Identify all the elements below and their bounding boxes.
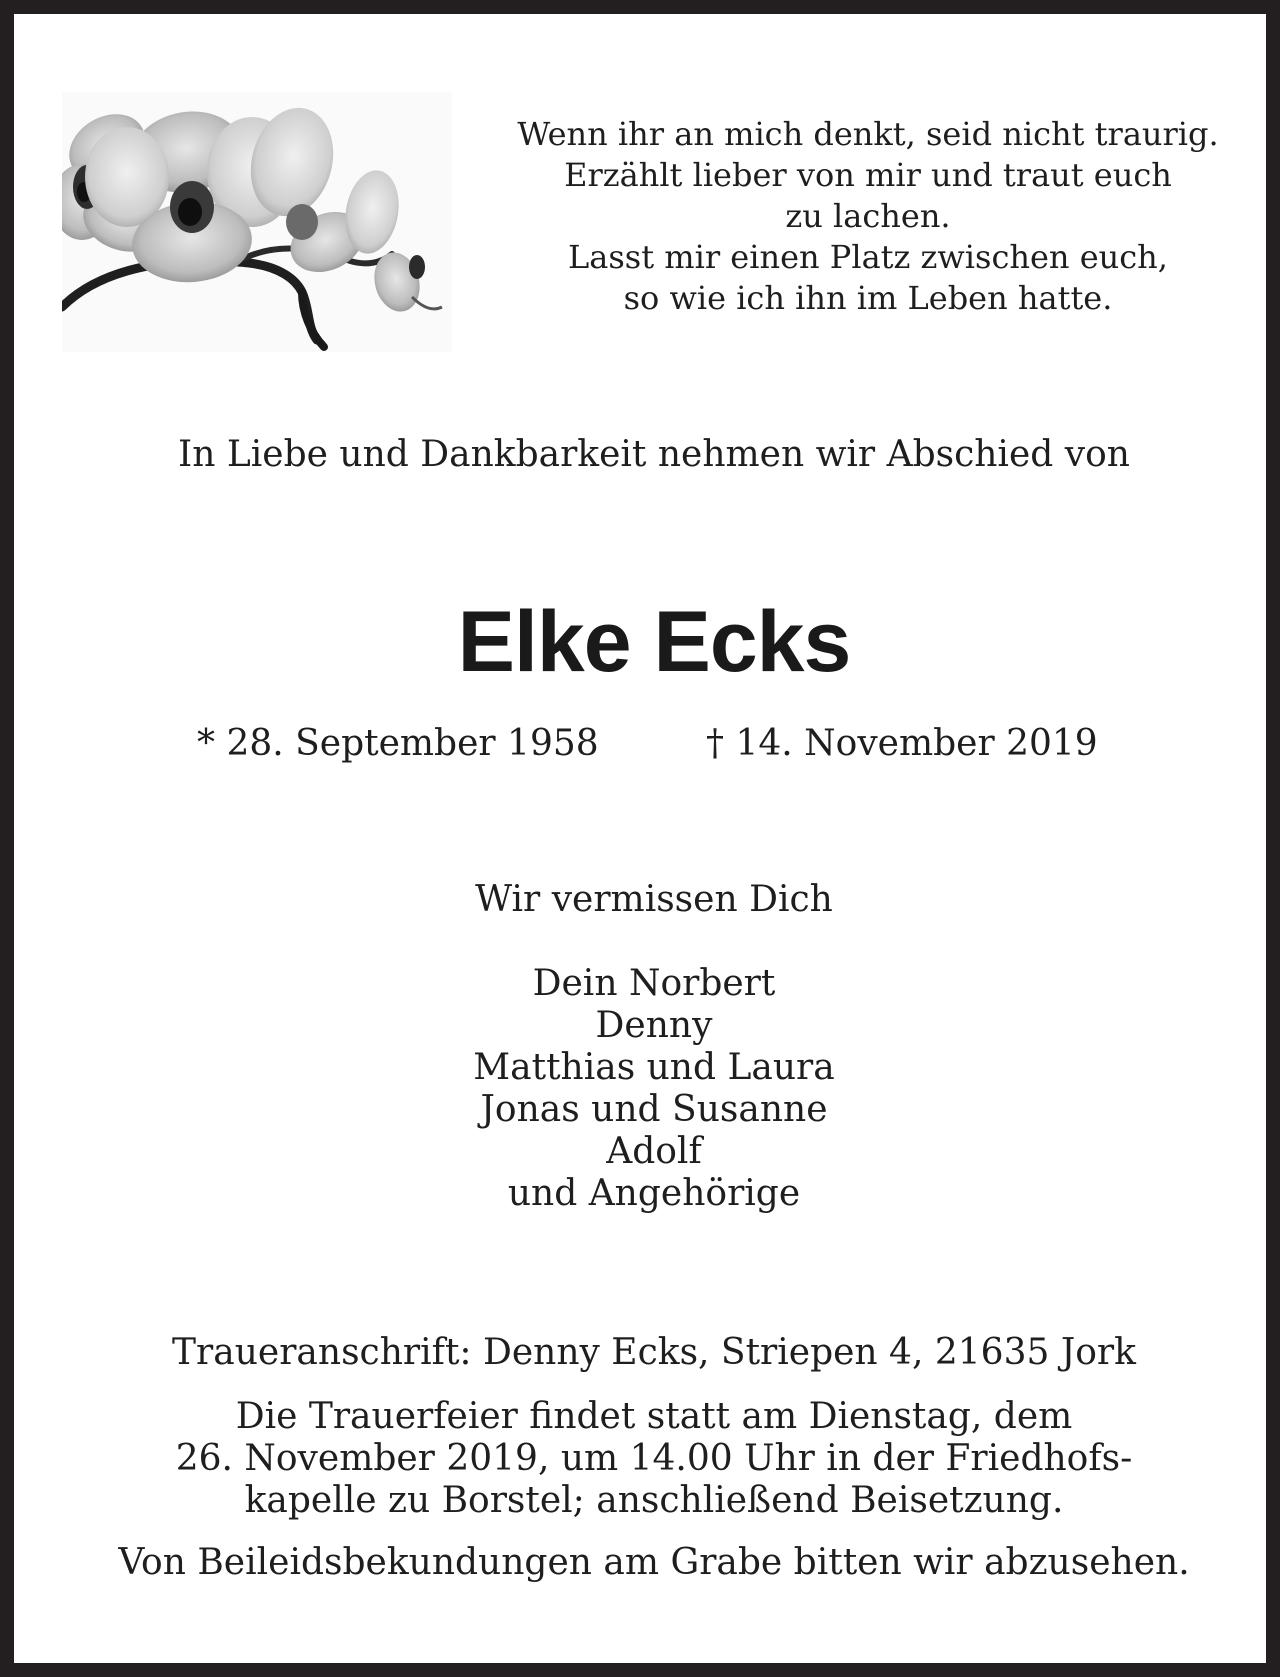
death-date: † 14. November 2019 (706, 723, 1098, 764)
mourner-name: Denny (595, 1005, 713, 1046)
farewell-text: Wir vermissen Dich (475, 879, 833, 920)
mourning-address: Traueranschrift: Denny Ecks, Striepen 4, 21635 Jork (172, 1332, 1136, 1373)
poem-line: so wie ich ihn im Leben hatte. (623, 279, 1113, 317)
poem-line: zu lachen. (785, 197, 951, 235)
ceremony-info (44, 1396, 1264, 1522)
poem-line: Erzählt lieber von mir und traut euch (564, 156, 1172, 194)
condolence-note: Von Beileidsbekundungen am Grabe bitten wir abzusehen. (118, 1542, 1190, 1583)
poem (479, 114, 1257, 319)
mourner-name: Dein Norbert (532, 963, 776, 1004)
mourners-list (44, 963, 1264, 1215)
ceremony-line: kapelle zu Borstel; anschließend Beisetzung. (244, 1480, 1064, 1521)
mourner-name: Jonas und Susanne (480, 1089, 828, 1130)
orchid-icon (62, 92, 452, 352)
mourner-name: und Angehörige (507, 1173, 801, 1214)
deceased-name: Elke Ecks (457, 594, 851, 690)
ceremony-line: 26. November 2019, um 14.00 Uhr in der Friedhofs- (175, 1438, 1133, 1479)
poem-line: Wenn ihr an mich denkt, seid nicht traurig. (517, 115, 1219, 153)
ceremony-line: Die Trauerfeier findet statt am Dienstag, dem (235, 1396, 1073, 1437)
mourner-name: Adolf (606, 1131, 702, 1172)
birth-date: * 28. September 1958 (197, 723, 599, 764)
poem-line: Lasst mir einen Platz zwischen euch, (568, 238, 1168, 276)
intro-text: In Liebe und Dankbarkeit nehmen wir Abschied von (178, 434, 1130, 475)
mourner-name: Matthias und Laura (473, 1047, 835, 1088)
